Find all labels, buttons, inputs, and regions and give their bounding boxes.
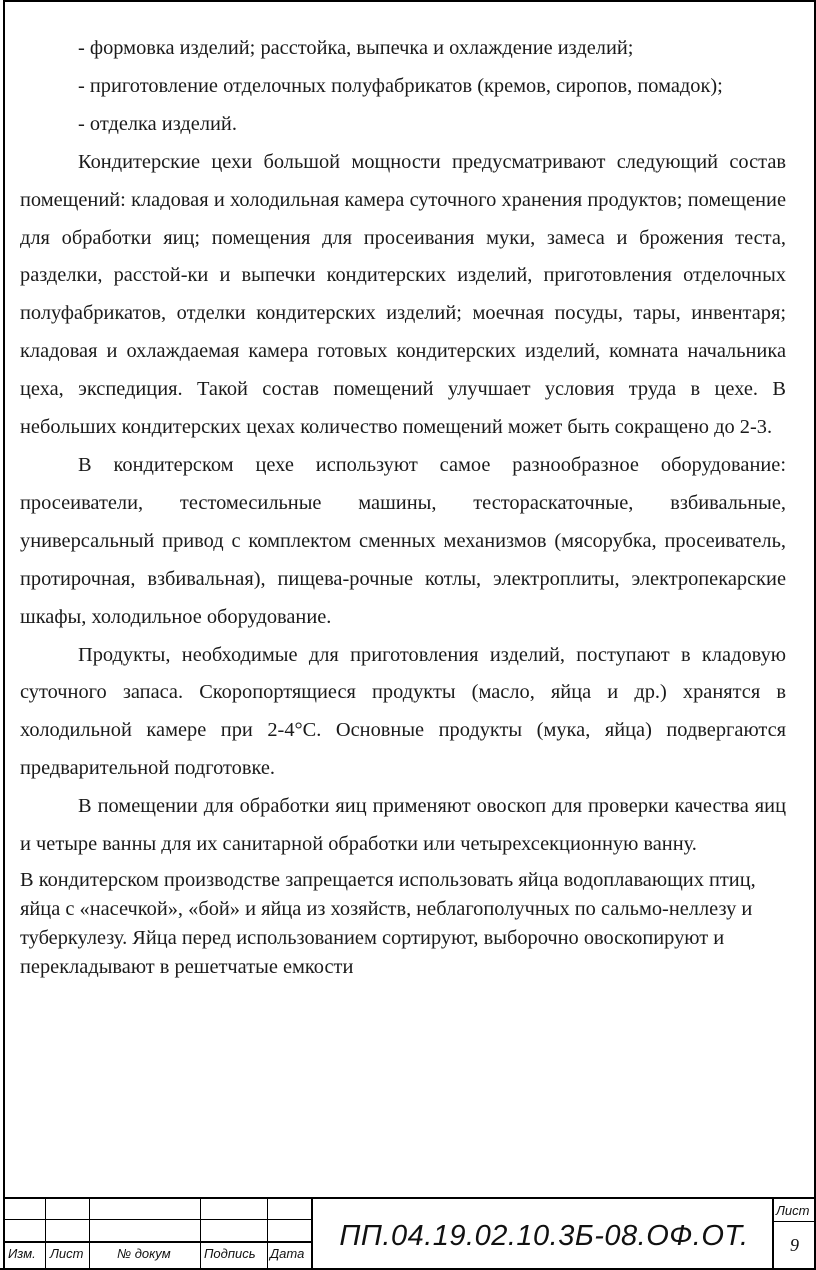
list-item-forming: - формовка изделий; расстойка, выпечка и охлаждение изделий; — [78, 37, 634, 59]
label-list: Лист — [50, 1246, 84, 1261]
sheet-number: 9 — [790, 1234, 799, 1255]
label-signature: Подпись — [204, 1246, 256, 1261]
title-block — [5, 1197, 814, 1268]
paragraph-premises: Кондитерские цехи большой мощности предусматривают следующий состав помещений: кладовая и холодильная камера суточного хранения продуктов; помещение для обработки яиц; помещения для просеивания муки, замеса и брожения теста, разделки, расстой-ки и выпечки кондитерских изделий, приготовления отделочных полуфабрикатов, отделки кондитерских изделий; моечная посуды, тары, инвентаря; кладовая и охлаждаемая камера готовых кондитерских изделий, комната начальника цеха, экспедиция. Такой состав помещений улучшает условия труда в цехе. В небольших кондитерских цехах количество помещений может быть сокращено до 2-3. — [20, 150, 786, 439]
body-text — [20, 30, 786, 982]
paragraph-eggs-restrictions: В кондитерском производстве запрещается использовать яйца водоплавающих птиц, яйца с «насечкой», «бой» и яйца из хозяйств, неблагополучных по сальмо-неллезу и туберкулезу. Яйца перед использованием сортируют, выборочно овоскопируют и перекладывают в решетчатые емкости — [20, 868, 756, 978]
label-sheet: Лист — [776, 1203, 810, 1218]
label-document-number: № докум — [117, 1246, 171, 1261]
frame-top-border — [3, 0, 816, 2]
paragraph-products: Продукты, необходимые для приготовления изделий, поступают в кладовую суточного запаса. Скоропортящиеся продукты (масло, яйца и др.) хранятся в холодильной камере при 2-4°С. Основные продукты (мука, яйца) подвергаются предварительной подготовке. — [20, 643, 786, 780]
paragraph-eggs-processing: В помещении для обработки яиц применяют овоскоп для проверки качества яиц и четыре ванны для их санитарной обработки или четырехсекционную ванну. — [20, 795, 786, 856]
document-code: ПП.04.19.02.10.3Б-08.ОФ.ОТ. — [339, 1219, 749, 1252]
list-item-decoration: - отделка изделий. — [78, 112, 237, 135]
paragraph-equipment: В кондитерском цехе используют самое разнообразное оборудование: просеиватели, тестомесильные машины, тестораскаточные, взбивальные, универсальный привод с комплектом сменных механизмов (мясорубка, просеиватель, протирочная, взбивальная), пищева-рочные котлы, электроплиты, электропекарские шкафы, холодильное оборудование. — [20, 453, 786, 628]
frame-left-border — [3, 0, 5, 1270]
label-date: Дата — [270, 1246, 305, 1261]
list-item-semifinished: - приготовление отделочных полуфабрикатов (кремов, сиропов, помадок); — [78, 74, 723, 97]
label-izm: Изм. — [8, 1246, 36, 1261]
